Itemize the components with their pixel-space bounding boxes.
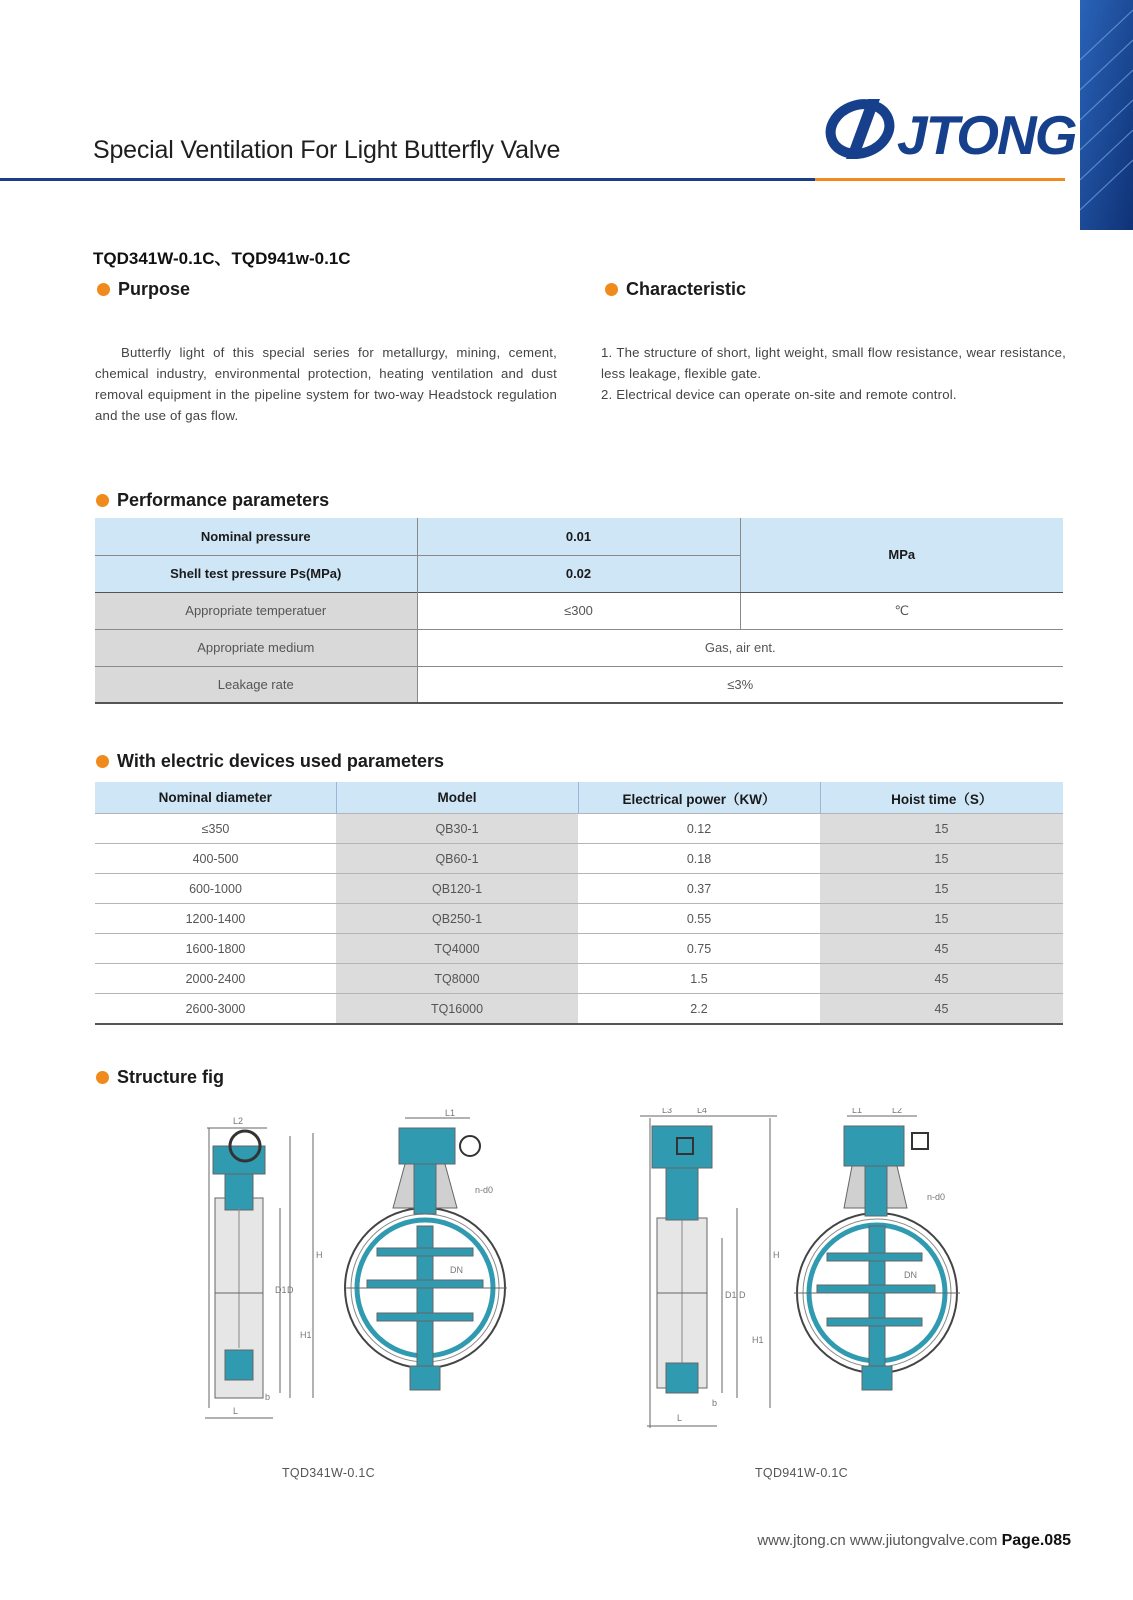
- dim-label: D1: [725, 1290, 737, 1300]
- table-cell: 2600-3000: [95, 994, 336, 1025]
- table-row: [95, 629, 1063, 666]
- table-header-row: [95, 782, 1063, 814]
- table-cell: 1600-1800: [95, 934, 336, 964]
- table-cell: 15: [820, 844, 1063, 874]
- performance-heading: Performance parameters: [96, 490, 329, 511]
- column-header: Electrical power（KW）: [578, 782, 820, 814]
- valve-drawing-tqd341w: [195, 1108, 555, 1443]
- corner-stripe-decoration: [1080, 0, 1133, 230]
- table-cell: 0.75: [578, 934, 820, 964]
- table-cell: ≤300: [417, 592, 740, 629]
- bullet-dot-icon: [97, 283, 110, 296]
- table-cell: 1200-1400: [95, 904, 336, 934]
- table-cell: Shell test pressure Ps(MPa): [95, 555, 417, 592]
- table-row: [95, 518, 1063, 555]
- dim-label: DN: [450, 1265, 463, 1275]
- table-cell: 0.12: [578, 814, 820, 844]
- dim-label: H: [773, 1250, 780, 1260]
- table-cell: 2000-2400: [95, 964, 336, 994]
- purpose-heading: Purpose: [97, 279, 190, 300]
- table-row: [95, 994, 1063, 1025]
- table-cell: ℃: [740, 592, 1063, 629]
- table-cell: 400-500: [95, 844, 336, 874]
- bullet-dot-icon: [96, 1071, 109, 1084]
- column-header: Nominal diameter: [95, 782, 336, 814]
- table-cell: 0.18: [578, 844, 820, 874]
- table-cell: 45: [820, 994, 1063, 1025]
- valve-drawing-tqd941w: [622, 1108, 982, 1443]
- dim-label: b: [712, 1398, 718, 1408]
- footer-sites: www.jtong.cn www.jiutongvalve.com: [757, 1532, 998, 1549]
- structure-heading: Structure fig: [96, 1067, 224, 1088]
- table-cell: 1.5: [578, 964, 820, 994]
- column-header: Model: [336, 782, 578, 814]
- table-cell: 2.2: [578, 994, 820, 1025]
- table-cell: 600-1000: [95, 874, 336, 904]
- table-row: [95, 904, 1063, 934]
- table-cell: QB60-1: [336, 844, 578, 874]
- dim-label: L1: [852, 1108, 863, 1115]
- table-row: [95, 814, 1063, 844]
- figure-caption-left: TQD341W-0.1C: [282, 1466, 375, 1480]
- bullet-dot-icon: [96, 494, 109, 507]
- table-row: [95, 934, 1063, 964]
- table-cell: 15: [820, 814, 1063, 844]
- table-cell: 0.55: [578, 904, 820, 934]
- dim-label: L4: [697, 1108, 708, 1115]
- table-cell: 45: [820, 934, 1063, 964]
- table-row: [95, 666, 1063, 703]
- table-cell: Appropriate temperatuer: [95, 592, 417, 629]
- table-cell: ≤350: [95, 814, 336, 844]
- characteristic-text: 1. The structure of short, light weight, small flow resistance, wear resistance, less leakage, flexible gate. 2. Electrical device can operate on-site and remote control.: [601, 345, 1066, 402]
- table-cell: QB250-1: [336, 904, 578, 934]
- characteristic-heading: Characteristic: [605, 279, 746, 300]
- dim-label: D: [739, 1290, 746, 1300]
- table-cell: Gas, air ent.: [417, 629, 1063, 666]
- electric-heading: With electric devices used parameters: [96, 751, 444, 772]
- dim-label: L: [677, 1413, 683, 1423]
- footer: [0, 1532, 1133, 1550]
- table-row: [95, 964, 1063, 994]
- table-cell: QB30-1: [336, 814, 578, 844]
- purpose-text: Butterfly light of this special series for metallurgy, mining, cement, chemical industry, environmental protection, heating ventilation and dust removal equipment in the pipeline system for two-way Headstock regulation and the use of gas flow.: [95, 345, 557, 423]
- table-cell: 0.37: [578, 874, 820, 904]
- performance-table: [95, 518, 1063, 704]
- table-cell: MPa: [740, 518, 1063, 592]
- table-cell: 45: [820, 964, 1063, 994]
- dim-label: L2: [233, 1116, 244, 1126]
- table-cell: QB120-1: [336, 874, 578, 904]
- figure-caption-right: TQD941W-0.1C: [755, 1466, 848, 1480]
- dim-label: H: [316, 1250, 323, 1260]
- table-cell: 15: [820, 874, 1063, 904]
- dim-label: n-d0: [475, 1185, 494, 1195]
- table-cell: TQ16000: [336, 994, 578, 1025]
- dim-label: D: [287, 1285, 294, 1295]
- dim-label: n-d0: [927, 1192, 946, 1202]
- bullet-dot-icon: [605, 283, 618, 296]
- table-row: [95, 592, 1063, 629]
- dim-label: b: [265, 1392, 271, 1402]
- dim-label: L2: [892, 1108, 903, 1115]
- bullet-dot-icon: [96, 755, 109, 768]
- table-cell: TQ8000: [336, 964, 578, 994]
- table-cell: 15: [820, 904, 1063, 934]
- dim-label: DN: [904, 1270, 917, 1280]
- dim-label: H1: [752, 1335, 764, 1345]
- table-cell: 0.02: [417, 555, 740, 592]
- dim-label: L3: [662, 1108, 673, 1115]
- table-row: [95, 874, 1063, 904]
- table-cell: ≤3%: [417, 666, 1063, 703]
- table-cell: Appropriate medium: [95, 629, 417, 666]
- electric-table: [95, 782, 1063, 1025]
- logo-text: JTONG: [897, 104, 1076, 166]
- column-header: Hoist time（S）: [820, 782, 1063, 814]
- header-rule-orange: [815, 178, 1065, 181]
- page-title: Special Ventilation For Light Butterfly Valve: [93, 136, 561, 164]
- table-cell: 0.01: [417, 518, 740, 555]
- dim-label: L1: [445, 1108, 456, 1118]
- dim-label: L: [233, 1406, 239, 1416]
- table-cell: Nominal pressure: [95, 518, 417, 555]
- page-number: Page.085: [1001, 1532, 1071, 1549]
- dim-label: H1: [300, 1330, 312, 1340]
- header-rule-blue: [0, 178, 815, 181]
- table-cell: Leakage rate: [95, 666, 417, 703]
- table-cell: TQ4000: [336, 934, 578, 964]
- dim-label: D1: [275, 1285, 287, 1295]
- table-row: [95, 844, 1063, 874]
- model-title: TQD341W-0.1C、TQD941w-0.1C: [93, 249, 351, 268]
